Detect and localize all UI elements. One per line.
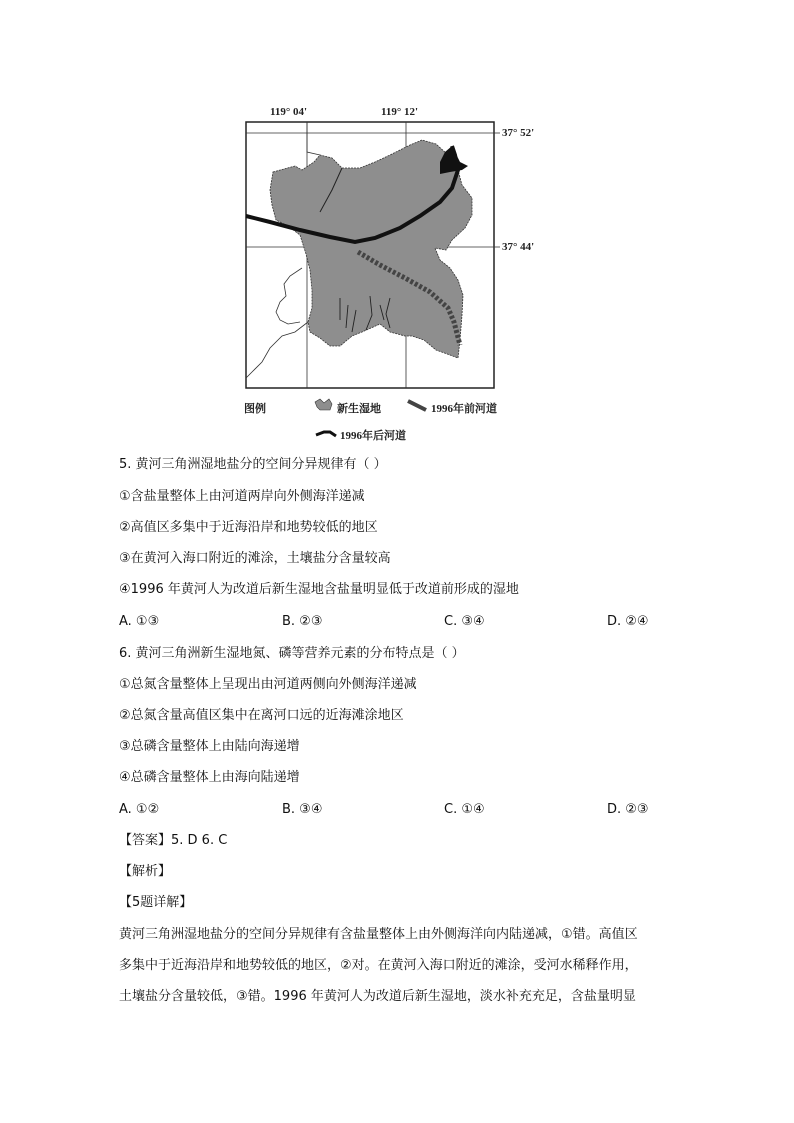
q5-option-c: C. ③④: [444, 614, 485, 629]
q6-option-b: B. ③④: [282, 802, 323, 817]
q5-option-a: A. ①③: [119, 614, 160, 629]
q5-stem: 5. 黄河三角洲湿地盐分的空间分异规律有（ ）: [119, 457, 387, 472]
legend-wetland-label: 新生湿地: [337, 403, 381, 415]
wetland-map: [240, 100, 550, 450]
q5-item-3: ③在黄河入海口附近的滩涂，土壤盐分含量较高: [119, 551, 391, 566]
lat-label-2: 37° 44': [502, 241, 535, 253]
q5-item-4: ④1996 年黄河人为改道后新生湿地含盐量明显低于改道前形成的湿地: [119, 582, 519, 597]
q6-option-c: C. ①④: [444, 802, 485, 817]
legend-wetland-icon: [315, 399, 332, 410]
q5-item-2: ②高值区多集中于近海沿岸和地势较低的地区: [119, 520, 378, 535]
detail-line-3: 土壤盐分含量较低，③错。1996 年黄河人为改道后新生湿地，淡水补充充足，含盐量明显: [119, 989, 636, 1004]
detail-title: 【5题详解】: [119, 895, 193, 910]
legend-new-channel-icon: [316, 432, 336, 436]
legend-new-channel-label: 1996年后河道: [340, 430, 406, 442]
detail-line-1: 黄河三角洲湿地盐分的空间分异规律有含盐量整体上由外侧海洋向内陆递减，①错。高值区: [119, 927, 638, 942]
q6-item-4: ④总磷含量整体上由海向陆递增: [119, 770, 300, 785]
q6-stem: 6. 黄河三角洲新生湿地氮、磷等营养元素的分布特点是（ ）: [119, 646, 465, 661]
q5-option-b: B. ②③: [282, 614, 323, 629]
analysis-title: 【解析】: [119, 864, 172, 879]
wetland-map-figure: [240, 100, 550, 450]
lon-label-2: 119° 12': [381, 106, 419, 118]
answer-line: 【答案】5. D 6. C: [119, 833, 228, 848]
detail-line-2: 多集中于近海沿岸和地势较低的地区，②对。在黄河入海口附近的滩涂，受河水稀释作用，: [119, 958, 638, 973]
q6-item-2: ②总氮含量高值区集中在离河口远的近海滩涂地区: [119, 708, 404, 723]
legend-title: 图例: [244, 403, 266, 415]
legend-old-channel-label: 1996年前河道: [431, 403, 497, 415]
q6-item-3: ③总磷含量整体上由陆向海递增: [119, 739, 300, 754]
lon-label-1: 119° 04': [270, 106, 308, 118]
lat-label-1: 37° 52': [502, 127, 535, 139]
legend-old-channel-icon: [408, 401, 426, 410]
q5-item-1: ①含盐量整体上由河道两岸向外侧海洋递减: [119, 489, 365, 504]
q5-option-d: D. ②④: [607, 614, 649, 629]
q6-item-1: ①总氮含量整体上呈现出由河道两侧向外侧海洋递减: [119, 677, 417, 692]
q6-option-a: A. ①②: [119, 802, 160, 817]
q6-option-d: D. ②③: [607, 802, 649, 817]
